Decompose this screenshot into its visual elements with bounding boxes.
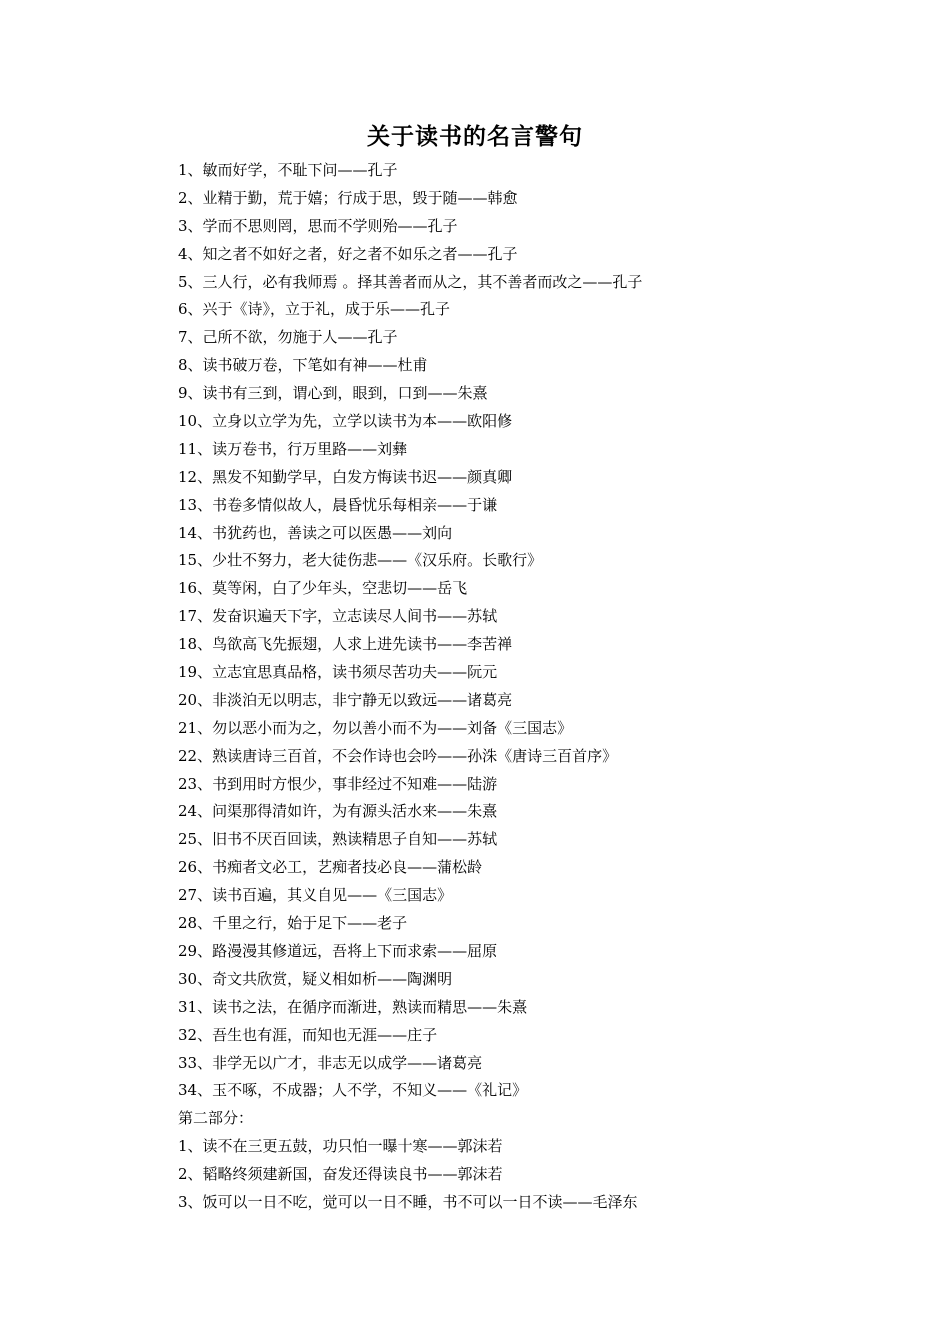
quote-line: 6、兴于《诗》，立于礼，成于乐——孔子 bbox=[178, 300, 451, 319]
quote-line: 8、读书破万卷，下笔如有神——杜甫 bbox=[178, 356, 428, 375]
quote-line: 31、读书之法，在循序而渐进，熟读而精思——朱熹 bbox=[178, 997, 528, 1016]
quote-line: 19、立志宜思真品格，读书须尽苦功夫——阮元 bbox=[178, 663, 498, 682]
quote-line: 13、书卷多情似故人，晨昏忧乐每相亲——于谦 bbox=[178, 495, 498, 514]
quote-line: 29、路漫漫其修道远，吾将上下而求索——屈原 bbox=[178, 941, 498, 960]
quote-line: 25、旧书不厌百回读，熟读精思子自知——苏轼 bbox=[178, 830, 498, 849]
quote-line: 10、立身以立学为先，立学以读书为本——欧阳修 bbox=[178, 412, 513, 431]
section-heading: 第二部分： bbox=[178, 1109, 254, 1128]
quote-line: 4、知之者不如好之者，好之者不如乐之者——孔子 bbox=[178, 244, 518, 263]
quote-line: 22、熟读唐诗三百首，不会作诗也会吟——孙洙《唐诗三百首序》 bbox=[178, 746, 618, 765]
quote-line: 12、黑发不知勤学早，白发方悔读书迟——颜真卿 bbox=[178, 467, 513, 486]
quote-line: 15、少壮不努力，老大徒伤悲——《汉乐府。长歌行》 bbox=[178, 551, 543, 570]
quote-line: 20、非淡泊无以明志，非宁静无以致远——诸葛亮 bbox=[178, 690, 513, 709]
quote-line: 11、读万卷书，行万里路——刘彝 bbox=[178, 439, 408, 458]
quote-line: 33、非学无以广才，非志无以成学——诸葛亮 bbox=[178, 1053, 483, 1072]
quote-line: 1、敏而好学，不耻下问——孔子 bbox=[178, 161, 398, 179]
quote-line: 27、读书百遍，其义自见——《三国志》 bbox=[178, 886, 453, 905]
quote-line: 3、饭可以一日不吃，觉可以一日不睡，书不可以一日不读——毛泽东 bbox=[178, 1192, 638, 1211]
quote-line: 32、吾生也有涯，而知也无涯——庄子 bbox=[178, 1025, 438, 1044]
quote-line: 14、书犹药也，善读之可以医愚——刘向 bbox=[178, 523, 453, 542]
quote-line: 28、千里之行，始于足下——老子 bbox=[178, 914, 408, 933]
quote-line: 34、玉不啄，不成器；人不学，不知义——《礼记》 bbox=[178, 1081, 528, 1100]
quote-line: 9、读书有三到，谓心到，眼到，口到——朱熹 bbox=[178, 384, 488, 403]
quote-list bbox=[178, 157, 778, 1217]
quote-line: 17、发奋识遍天下字，立志读尽人间书——苏轼 bbox=[178, 607, 498, 626]
quote-line: 26、书痴者文必工，艺痴者技必良——蒲松龄 bbox=[178, 858, 483, 877]
quote-line: 21、勿以恶小而为之，勿以善小而不为——刘备《三国志》 bbox=[178, 718, 573, 737]
quote-line: 7、己所不欲，勿施于人——孔子 bbox=[178, 328, 398, 347]
quote-line: 2、业精于勤，荒于嬉；行成于思，毁于随——韩愈 bbox=[178, 188, 518, 207]
quote-line: 30、奇文共欣赏，疑义相如析——陶渊明 bbox=[178, 969, 453, 988]
quote-line: 2、韬略终须建新国，奋发还得读良书——郭沫若 bbox=[178, 1165, 503, 1184]
quote-line: 24、问渠那得清如许，为有源头活水来——朱熹 bbox=[178, 802, 498, 821]
quote-line: 1、读不在三更五鼓，功只怕一曝十寒——郭沫若 bbox=[178, 1137, 503, 1156]
document-title: 关于读书的名言警句 bbox=[367, 124, 583, 150]
quote-line: 5、三人行，必有我师焉 。择其善者而从之，其不善者而改之——孔子 bbox=[178, 272, 643, 291]
quote-line: 3、学而不思则罔，思而不学则殆——孔子 bbox=[178, 216, 458, 235]
quote-line: 23、书到用时方恨少，事非经过不知难——陆游 bbox=[178, 774, 498, 793]
quote-line: 18、鸟欲高飞先振翅，人求上进先读书——李苦禅 bbox=[178, 635, 513, 654]
quote-line: 16、莫等闲，白了少年头，空悲切——岳飞 bbox=[178, 579, 468, 598]
